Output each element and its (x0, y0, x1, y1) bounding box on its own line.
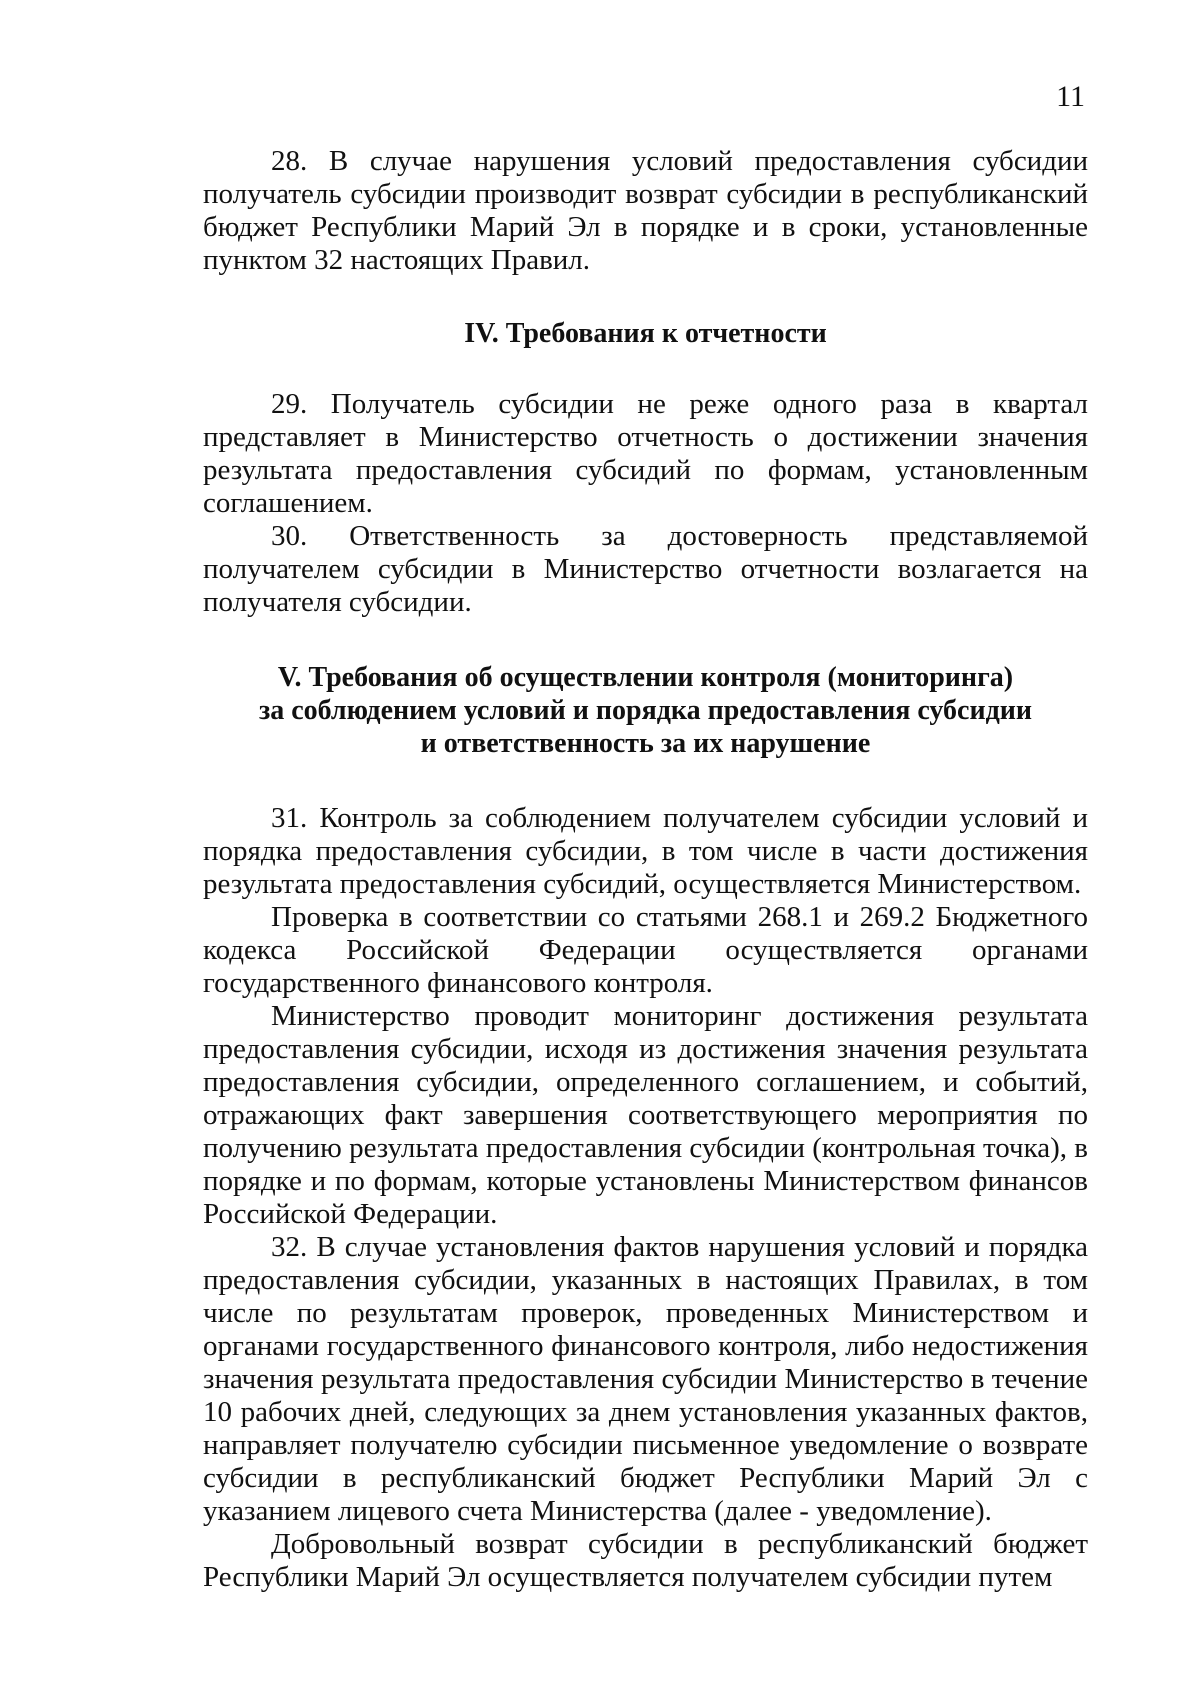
paragraph-31-monitoring: Министерство проводит мониторинг достижения результата предоставления субсидии, исходя из достижения значения результата предоставления субсидии, определенного соглашением, и событий, отражающих факт завершения соответствующего мероприятия по получению результата предоставления субсидии (контрольная точка), в порядке и по формам, которые установлены Министерством финансов Российской Федерации. (203, 1000, 1088, 1230)
section-v-heading (203, 661, 1088, 760)
section-v-heading-line: V. Требования об осуществлении контроля (мониторинга) (277, 662, 1014, 693)
document-body (203, 145, 1088, 1594)
section-v-heading-line: за соблюдением условий и порядка предоставления субсидии (258, 695, 1033, 726)
paragraph-28: 28. В случае нарушения условий предоставления субсидии получатель субсидии производит возврат субсидии в республиканский бюджет Республики Марий Эл в порядке и в сроки, установленные пунктом 32 настоящих Правил. (203, 145, 1088, 276)
paragraph-32-voluntary-return: Добровольный возврат субсидии в республиканский бюджет Республики Марий Эл осуществляется получателем субсидии путем (203, 1528, 1088, 1593)
paragraph-32: 32. В случае установления фактов нарушения условий и порядка предоставления субсидии, указанных в настоящих Правилах, в том числе по результатам проверок, проведенных Министерством и органами государственного финансового контроля, либо недостижения значения результата предоставления субсидии Министерство в течение 10 рабочих дней, следующих за днем установления указанных фактов, направляет получателю субсидии письменное уведомление о возврате субсидии в республиканский бюджет Республики Марий Эл с указанием лицевого счета Министерства (далее - уведомление). (203, 1231, 1088, 1527)
paragraph-31: 31. Контроль за соблюдением получателем субсидии условий и порядка предоставления субсидии, в том числе в части достижения результата предоставления субсидий, осуществляется Министерством. (203, 802, 1088, 900)
paragraph-29: 29. Получатель субсидии не реже одного раза в квартал представляет в Министерство отчетность о достижении значения результата предоставления субсидий по формам, установленным соглашением. (203, 388, 1088, 519)
page-number: 11 (1056, 80, 1085, 113)
paragraph-30: 30. Ответственность за достоверность представляемой получателем субсидии в Министерство отчетности возлагается на получателя субсидии. (203, 520, 1088, 618)
paragraph-31-check: Проверка в соответствии со статьями 268.1 и 269.2 Бюджетного кодекса Российской Федерации осуществляется органами государственного финансового контроля. (203, 901, 1088, 999)
section-iv-heading: IV. Требования к отчетности (464, 318, 827, 349)
section-v-heading-line: и ответственность за их нарушение (420, 728, 871, 759)
